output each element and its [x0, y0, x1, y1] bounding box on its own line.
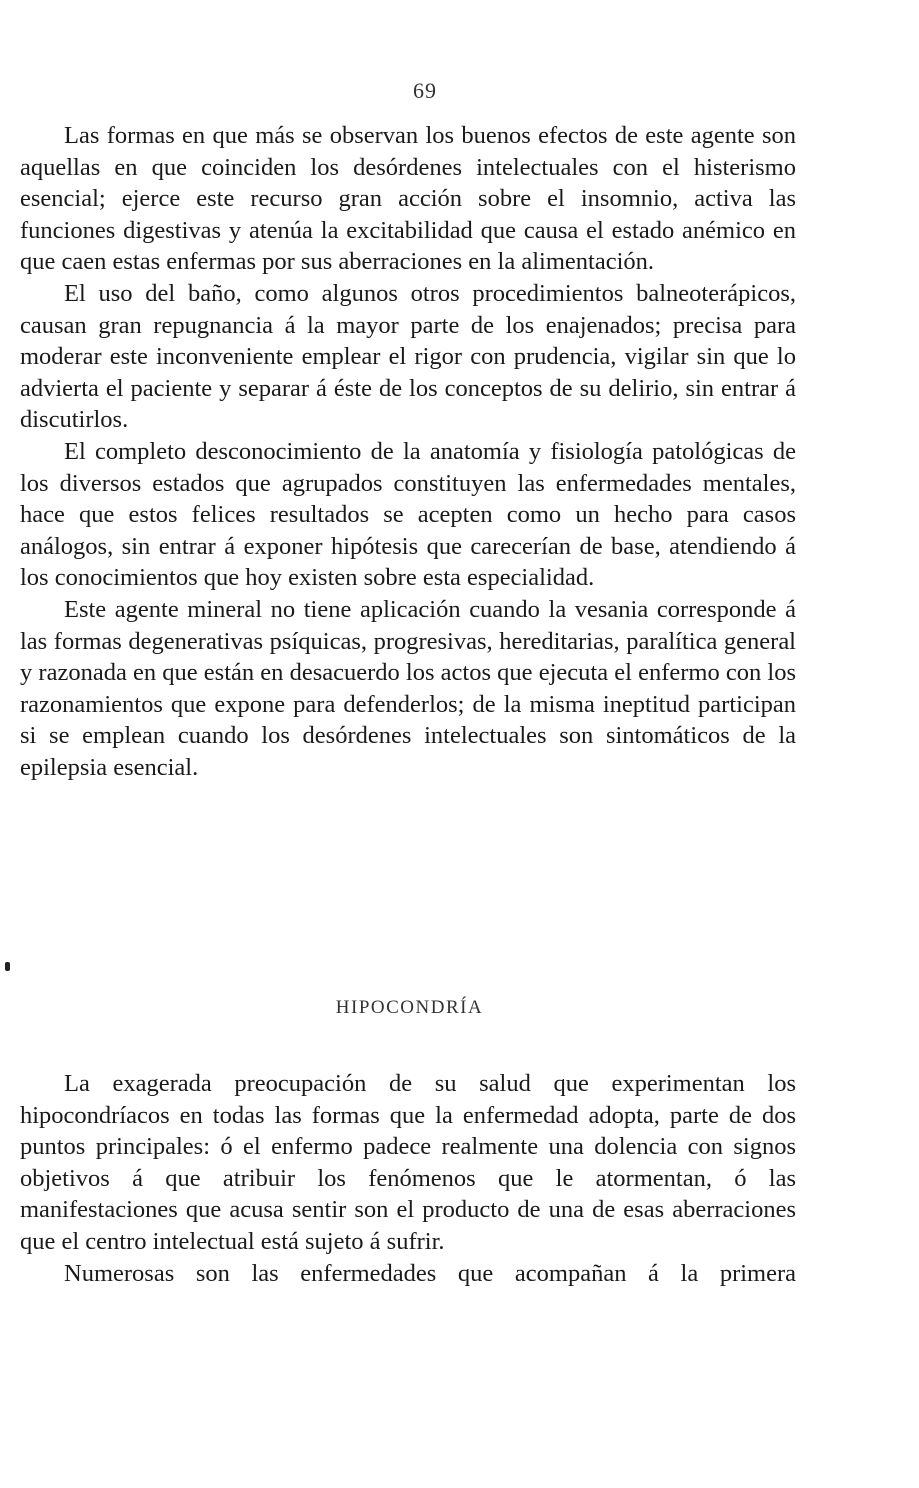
margin-ink-mark — [5, 962, 10, 971]
page-number: 69 — [413, 78, 437, 103]
body-text-bottom — [20, 1068, 796, 1289]
section-heading: HIPOCONDRÍA — [335, 997, 484, 1018]
body-text-top — [20, 120, 796, 783]
paragraph: El uso del baño, como algunos otros procedimientos balneoterápicos, causan gran repugnancia á la mayor parte de los enajenados; precisa para moderar este inconveniente emplear el rigor con prudencia, vigilar sin que lo advierta el paciente y separar á éste de los conceptos de su delirio, sin entrar á discutirlos. — [20, 279, 796, 434]
paragraph: La exagerada preocupación de su salud que experimentan los hipocondríacos en todas las formas que la enfermedad adopta, parte de dos puntos principales: ó el enfermo padece realmente una dolencia con signos objetivos á que atribuir los fenómenos que le atormentan, ó las manifestaciones que acusa sentir son el producto de una de esas aberraciones que el centro intelectual está sujeto á sufrir. — [20, 1070, 796, 1255]
paragraph-continued: Numerosas son las enfermedades que acompañan á la primera — [64, 1259, 796, 1287]
paragraph: El completo desconocimiento de la anatomía y fisiología patológicas de los diversos estados que agrupados constituyen las enfermedades mentales, hace que estos felices resultados se acepten como un hecho para casos análogos, sin entrar á exponer hipótesis que carecerían de base, atendiendo á los conocimientos que hoy existen sobre esta especialidad. — [20, 437, 796, 592]
paragraph: Este agente mineral no tiene aplicación cuando la vesania corresponde á las formas degenerativas psíquicas, progresivas, hereditarias, paralítica general y razonada en que están en desacuerdo los actos que ejecuta el enfermo con los razonamientos que expone para defenderlos; de la misma ineptitud participan si se emplean cuando los desórdenes intelectuales son sintomáticos de la epilepsia esencial. — [20, 595, 796, 781]
paragraph: Las formas en que más se observan los buenos efectos de este agente son aquellas en que coinciden los desórdenes intelectuales con el histerismo esencial; ejerce este recurso gran acción sobre el insomnio, activa las funciones digestivas y atenúa la excitabilidad que causa el estado anémico en que caen estas enfermas por sus aberraciones en la alimentación. — [20, 122, 796, 276]
